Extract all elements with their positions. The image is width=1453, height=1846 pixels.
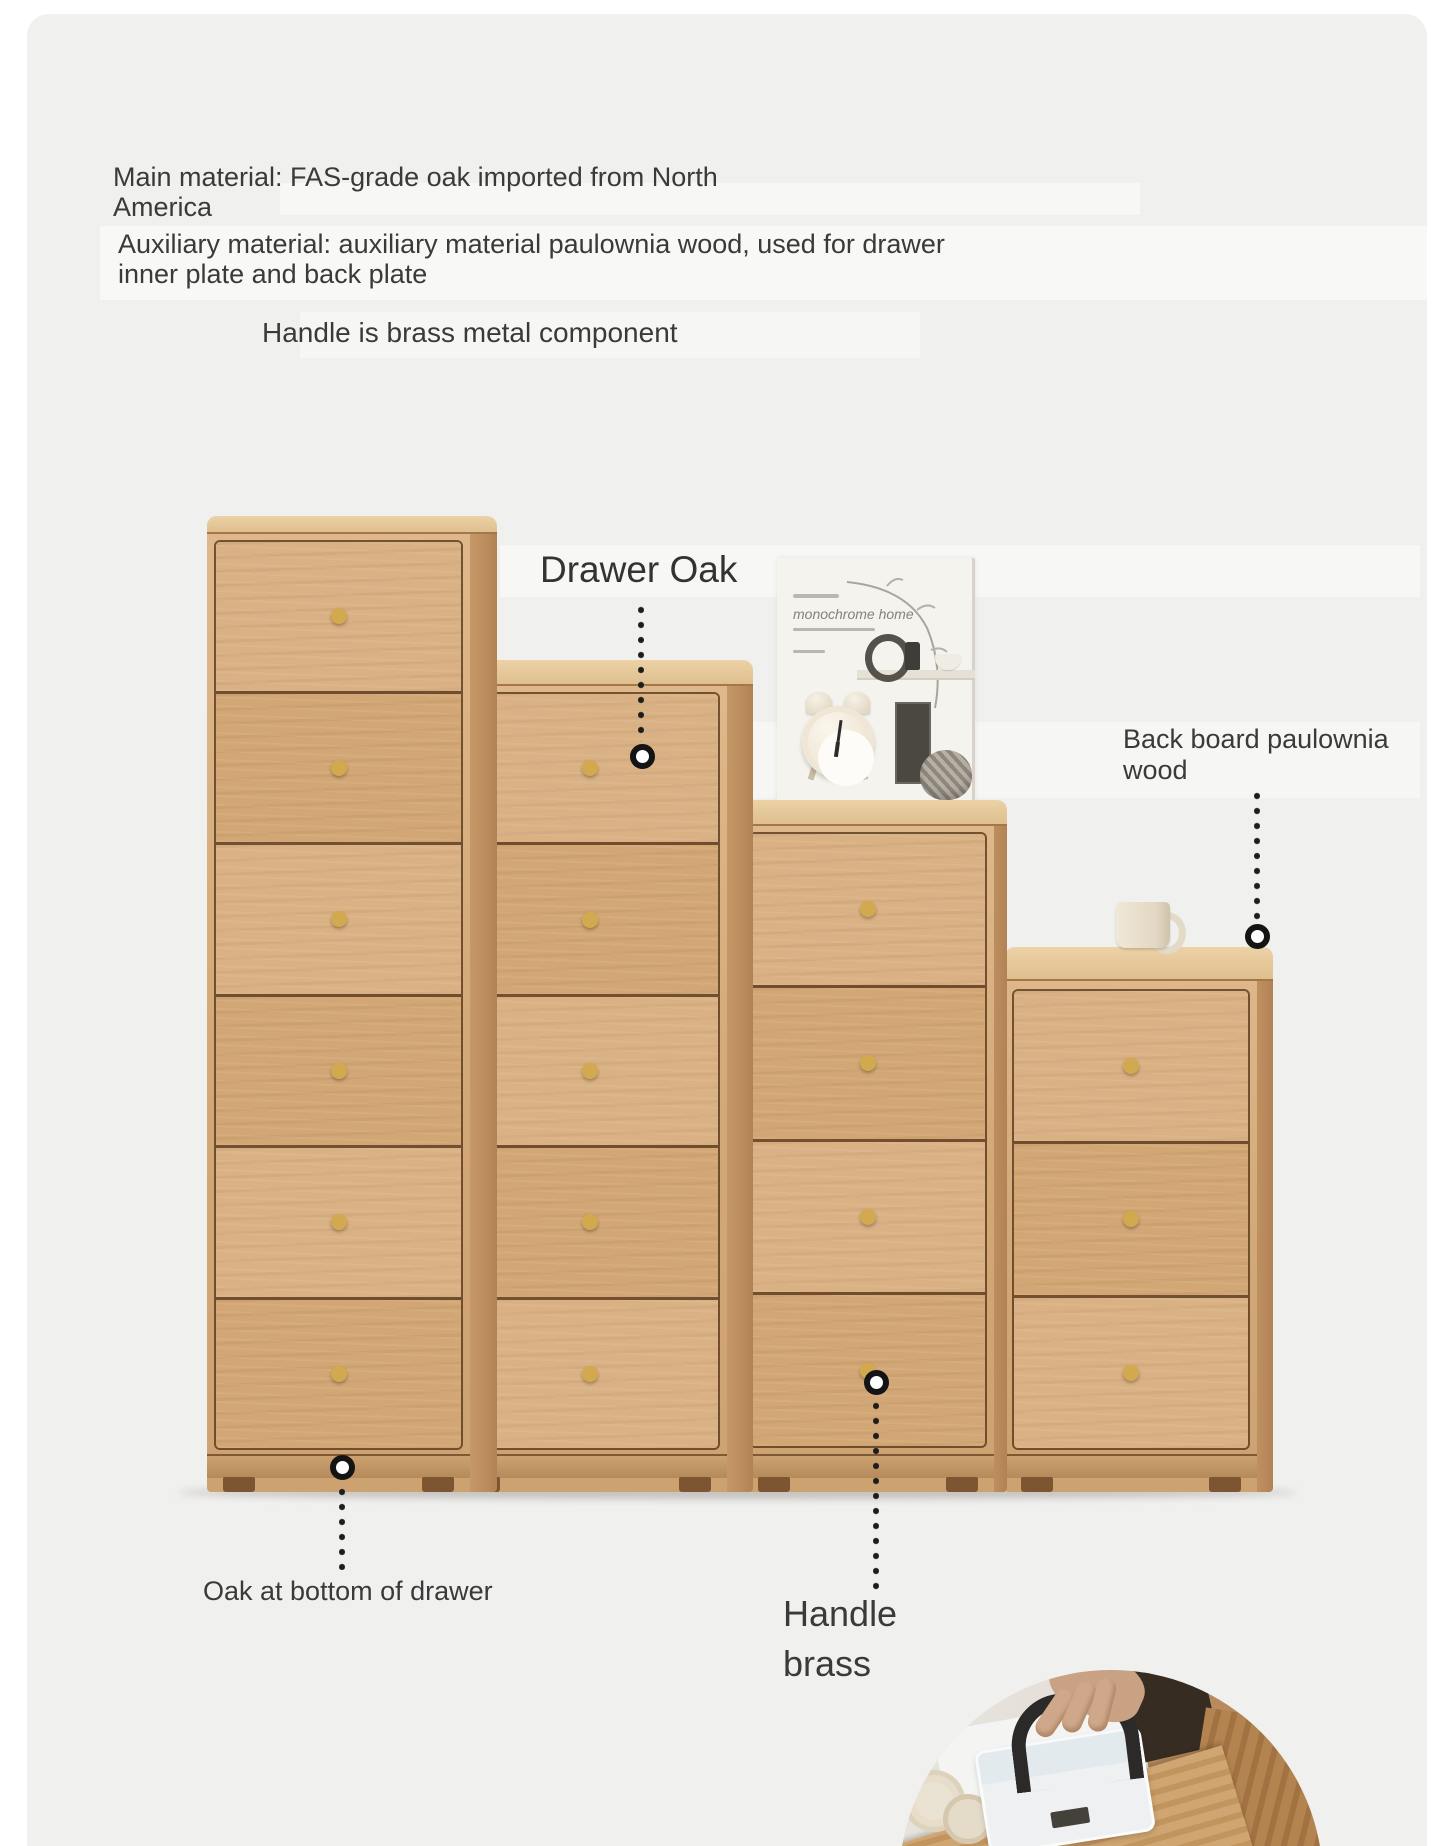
callout-line-handle-brass [873, 1400, 879, 1590]
main-material-line2: America [113, 192, 213, 222]
callout-line-back-board [1254, 790, 1260, 922]
alarm-clock [794, 690, 882, 808]
ring-marker-handle-brass [864, 1370, 889, 1395]
drawer-front [1014, 1295, 1248, 1448]
brass-knob [582, 1366, 598, 1382]
drawer-front [216, 542, 461, 691]
brass-knob [1123, 1365, 1139, 1381]
brass-knob [331, 1366, 347, 1382]
cabinet-foot [1209, 1477, 1241, 1492]
ring-marker-back-board [1245, 924, 1270, 949]
cabinet-front [1005, 947, 1257, 1492]
drawer-front [216, 1145, 461, 1297]
brass-knob [582, 912, 598, 928]
brass-knob [860, 901, 876, 917]
knit-basket [920, 750, 972, 800]
brass-knob [1123, 1058, 1139, 1074]
clock-face [818, 730, 874, 786]
cabinet-foot [1021, 1477, 1053, 1492]
cabinet-foot [758, 1477, 790, 1492]
label-back-board-line2: wood [1123, 755, 1188, 785]
mug-body [1116, 902, 1170, 948]
callout-line-oak-bottom [339, 1486, 345, 1570]
label-oak-bottom: Oak at bottom of drawer [203, 1576, 493, 1606]
drawer-front [751, 985, 985, 1139]
drawer-front [216, 1297, 461, 1449]
auxiliary-material-line2: inner plate and back plate [118, 259, 428, 289]
cabinet-base [1005, 1454, 1257, 1478]
cabinet-top-board [1005, 947, 1273, 981]
brass-knob [331, 760, 347, 776]
drawer-front [751, 1292, 985, 1446]
brass-knob [331, 911, 347, 927]
ring-marker-oak-bottom [330, 1455, 355, 1480]
drawer-front [751, 834, 985, 985]
label-handle-line1: Handle [783, 1593, 898, 1634]
brass-knob [582, 760, 598, 776]
drawer-front [1014, 1141, 1248, 1294]
drawer-front [1014, 991, 1248, 1141]
callout-line-drawer-oak [638, 604, 644, 742]
brass-knob [860, 1055, 876, 1071]
cabinet-foot [946, 1477, 978, 1492]
handle-component-text: Handle is brass metal component [262, 317, 678, 348]
cabinet-foot [679, 1477, 711, 1492]
brass-knob [331, 1063, 347, 1079]
book-vase-art [905, 642, 920, 670]
label-drawer-oak: Drawer Oak [540, 549, 738, 590]
brass-knob [582, 1214, 598, 1230]
drawer-front [461, 1145, 718, 1296]
cabinet-five-drawer [452, 660, 753, 1492]
label-handle-line2: brass [783, 1643, 872, 1684]
drawer-stack [214, 540, 463, 1450]
drawer-front [216, 691, 461, 843]
brass-knob [1123, 1211, 1139, 1227]
drawer-front [216, 842, 461, 994]
drawer-stack [749, 832, 987, 1448]
drawer-stack [459, 692, 720, 1450]
ring-marker-drawer-oak [630, 744, 655, 769]
drawer-front [461, 694, 718, 842]
box-latch [1050, 1807, 1090, 1829]
cabinet-front [207, 516, 470, 1492]
drawer-front [216, 994, 461, 1146]
brass-knob [331, 1214, 347, 1230]
clock-body [802, 706, 874, 778]
drawer-front [751, 1139, 985, 1293]
cabinet-foot [223, 1477, 255, 1492]
cabinet-top-board [207, 516, 497, 534]
label-back-board [1123, 724, 1389, 786]
auxiliary-material-line1: Auxiliary material: auxiliary material paulownia wood, used for drawer [118, 229, 945, 259]
main-material-text [113, 162, 718, 222]
cabinet-base [742, 1454, 994, 1478]
cabinet-six-drawer [207, 516, 497, 1492]
brass-knob [860, 1209, 876, 1225]
cabinet-top-board [452, 660, 753, 686]
drawer-front [461, 994, 718, 1145]
cabinet-foot [422, 1477, 454, 1492]
auxiliary-material-text [118, 229, 945, 289]
brass-knob [331, 608, 347, 624]
drawer-stack [1012, 989, 1250, 1450]
mug [1116, 902, 1192, 950]
drawer-front [461, 1297, 718, 1448]
main-material-line1: Main material: FAS-grade oak imported from North [113, 162, 718, 192]
book-title: monochrome home [793, 606, 914, 622]
brass-knob [582, 1063, 598, 1079]
cabinet-three-drawer [1005, 947, 1273, 1492]
label-back-board-line1: Back board paulownia [1123, 724, 1389, 754]
drawer-front [461, 842, 718, 993]
